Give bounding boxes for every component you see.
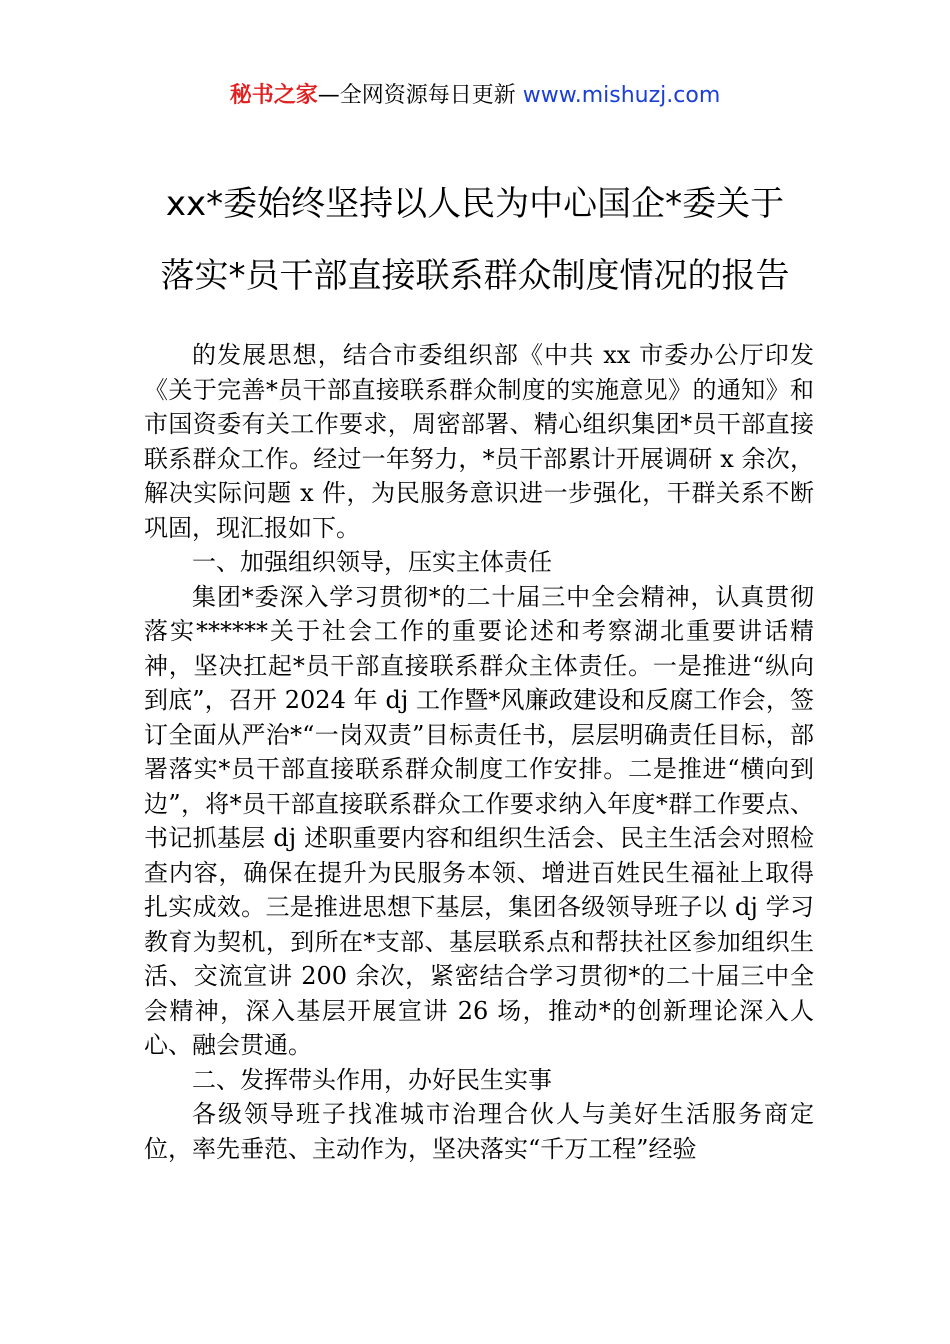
title-line-1: xx*委始终坚持以人民为中心国企*委关于 xyxy=(165,184,785,224)
document-title xyxy=(100,168,850,312)
title-line-2: 落实*员干部直接联系群众制度情况的报告 xyxy=(160,256,790,296)
header-tagline: —全网资源每日更新 xyxy=(317,83,523,108)
brand-name: 秘书之家 xyxy=(229,83,318,108)
site-header xyxy=(0,80,950,112)
section-heading-1: 一、加强组织领导，压实主体责任 xyxy=(192,548,552,576)
section-heading-2: 二、发挥带头作用，办好民生实事 xyxy=(192,1065,552,1094)
document-body xyxy=(144,338,814,1166)
paragraph-section-1: 集团*委深入学习贯彻*的二十届三中全会精神，认真贯彻落实******关于社会工作的重要论述和考察湖北重要讲话精神，坚决扛起*员干部直接联系群众主体责任。一是推进“纵向到底”，召开 2024 年 dj 工作暨*风廉政建设和反腐工作会，签订全面从严治*“一岗双责”目标责任书，层层明确责任目标，部署落实*员干部直接联系群众制度工作安排。二是推进“横向到边”，将*员干部直接联系群众工作要求纳入年度*群工作要点、书记抓基层 dj 述职重要内容和组织生活会、民主生活会对照检查内容，确保在提升为民服务本领、增进百姓民生福祉上取得扎实成效。三是推进思想下基层，集团各级领导班子以 dj 学习教育为契机，到所在*支部、基层联系点和帮扶社区参加组织生活、交流宣讲 200 余次，紧密结合学习贯彻*的二十届三中全会精神，深入基层开展宣讲 26 场，推动*的创新理论深入人心、融会贯通。 xyxy=(144,582,814,1059)
site-url[interactable]: www.mishuzj.com xyxy=(522,83,721,108)
paragraph-intro: 的发展思想，结合市委组织部《中共 xx 市委办公厅印发《关于完善*员干部直接联系群众制度的实施意见》的通知》和市国资委有关工作要求，周密部署、精心组织集团*员干部直接联系群众工作。经过一年努力，*员干部累计开展调研 x 余次，解决实际问题 x 件，为民服务意识进一步强化，干群关系不断巩固，现汇报如下。 xyxy=(144,341,814,542)
paragraph-section-2: 各级领导班子找准城市治理合伙人与美好生活服务商定位，率先垂范、主动作为，坚决落实“千万工程”经验 xyxy=(144,1100,814,1163)
